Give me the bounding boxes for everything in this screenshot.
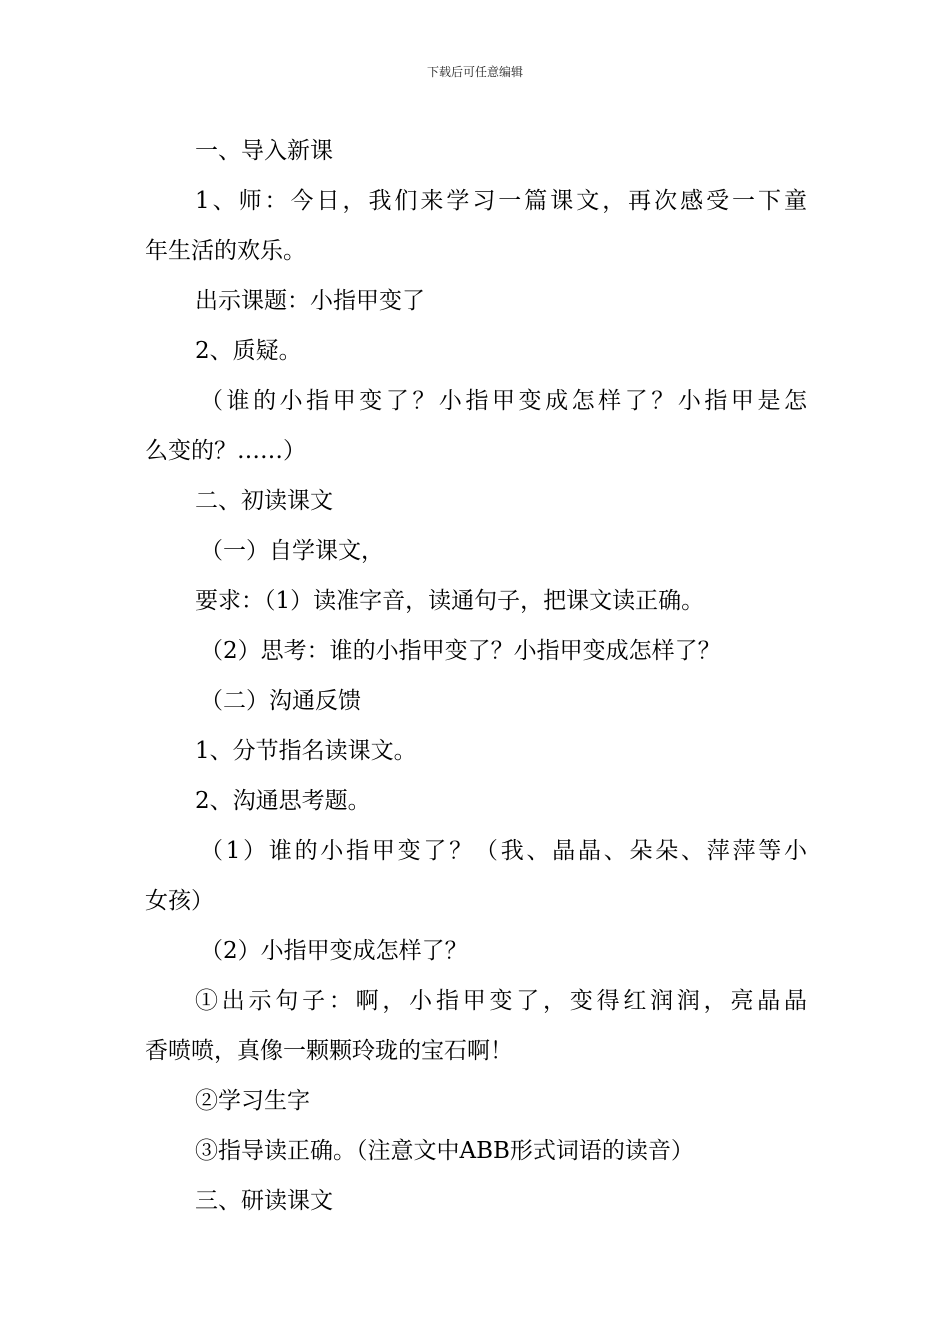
subsection-heading: （二）沟通反馈 xyxy=(200,688,361,714)
paragraph-line: ①出示句子：啊，小指甲变了，变得红润润，亮晶晶 xyxy=(195,988,807,1014)
paragraph-line: ②学习生字 xyxy=(195,1088,310,1114)
paragraph-line: （2）小指甲变成怎样了？ xyxy=(200,938,468,964)
section-heading: 三、研读课文 xyxy=(195,1188,333,1214)
paragraph-line: 要求：（1）读准字音，读通句子，把课文读正确。 xyxy=(195,588,705,614)
paragraph-line: 女孩） xyxy=(145,888,214,914)
subsection-heading: （一）自学课文， xyxy=(200,538,384,564)
paragraph-line: 么变的？……） xyxy=(145,438,306,464)
document-body xyxy=(145,126,807,1226)
section-heading: 一、导入新课 xyxy=(195,138,333,164)
paragraph-line: （谁的小指甲变了？小指甲变成怎样了？小指甲是怎 xyxy=(200,388,807,414)
paragraph-line: 出示课题：小指甲变了 xyxy=(195,288,425,314)
paragraph-line: 香喷喷，真像一颗颗玲珑的宝石啊！ xyxy=(145,1038,513,1064)
paragraph-line: 2、质疑。 xyxy=(195,338,302,364)
paragraph-line: 2、沟通思考题。 xyxy=(195,788,371,814)
section-heading: 二、初读课文 xyxy=(195,488,333,514)
paragraph-line: ③指导读正确。（注意文中ABB形式词语的读音） xyxy=(195,1138,694,1164)
paragraph-line: 1、分节指名读课文。 xyxy=(195,738,417,764)
paragraph-line: 年生活的欢乐。 xyxy=(145,238,306,264)
paragraph-line: （1）谁的小指甲变了？（我、晶晶、朵朵、萍萍等小 xyxy=(200,838,807,864)
paragraph-line: 1、师：今日，我们来学习一篇课文，再次感受一下童 xyxy=(195,188,807,214)
paragraph-line: （2）思考：谁的小指甲变了？小指甲变成怎样了？ xyxy=(200,638,721,664)
page-header-note: 下载后可任意编辑 xyxy=(426,65,523,79)
